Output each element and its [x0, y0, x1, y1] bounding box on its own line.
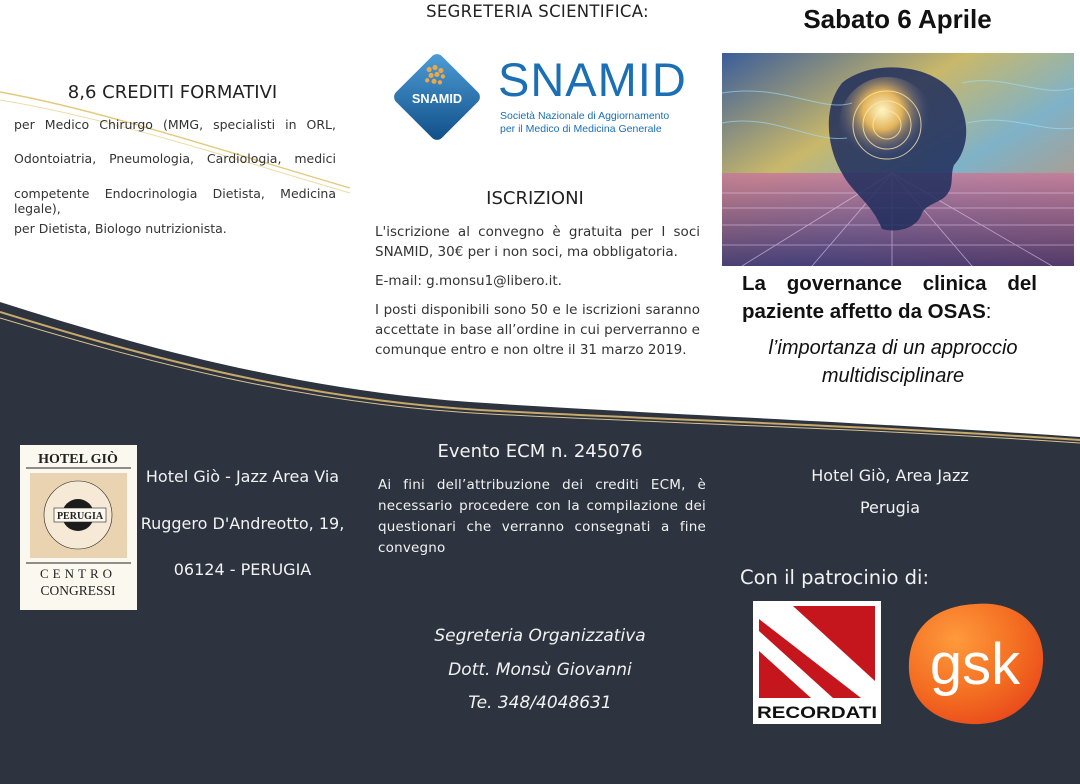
conference-subtitle-line: l’importanza di un approccio	[768, 337, 1018, 359]
conference-subtitle-line: multidisciplinare	[821, 365, 965, 387]
conference-title-colon: :	[985, 300, 992, 323]
ecm-event-title: Evento ECM n. 245076	[437, 441, 643, 462]
hotel-address-line: Ruggero D'Andreotto, 19,	[140, 514, 345, 533]
hotel-logo-line-1: CENTRO	[40, 566, 116, 581]
snamid-subtitle-line: per il Medico di Medicina Generale	[500, 123, 662, 135]
venue-line: Perugia	[859, 498, 921, 517]
venue-line: Hotel Giò, Area Jazz	[811, 466, 969, 485]
psychedelic-brain-illustration	[722, 53, 1074, 266]
gold-swoosh	[0, 92, 350, 188]
gsk-logo	[905, 600, 1047, 728]
registration-email: E-mail: g.monsu1@libero.it.	[375, 273, 562, 289]
hotel-gio-logo	[20, 445, 137, 610]
registration-paragraph: L'iscrizione al convegno è gratuita per I soci SNAMID, 30€ per i non soci, ma obbligatoria.	[375, 224, 700, 260]
credits-text-line: per Dietista, Biologo nutrizionista.	[14, 221, 227, 236]
recordati-wordmark: RECORDATI	[757, 703, 877, 722]
hotel-logo-top-text: HOTEL GIÒ	[38, 452, 118, 467]
credits-text-line: per Medico Chirurgo (MMG, specialisti in ORL,	[14, 117, 336, 132]
event-date: Sabato 6 Aprile	[803, 4, 992, 34]
hotel-address-line: 06124 - PERUGIA	[173, 560, 312, 579]
organizer-name: Dott. Monsù Giovanni	[448, 660, 632, 680]
conference-title	[742, 270, 1037, 326]
conference-title-line: La governance clinica del	[742, 272, 1037, 295]
snamid-subtitle-line: Società Nazionale di Aggiornamento	[500, 110, 670, 122]
credits-text-line: Odontoiatria, Pneumologia, Cardiologia, medici	[14, 151, 336, 166]
snamid-wordmark: SNAMID	[498, 53, 687, 106]
credits-text-line: competente Endocrinologia Dietista, Medicina legale),	[14, 186, 336, 216]
organizing-secretariat-title: Segreteria Organizzativa	[434, 626, 646, 646]
snamid-badge-text: SNAMID	[411, 90, 463, 106]
snamid-logo-icon	[388, 48, 486, 146]
hotel-address-line: Hotel Giò - Jazz Area Via	[145, 467, 340, 486]
conference-title-line: paziente affetto da OSAS	[742, 300, 986, 323]
registration-paragraph: I posti disponibili sono 50 e le iscrizioni saranno accettate in base all’ordine in cui perverranno e comunque entro e non oltre il 31 marzo 2019.	[375, 302, 700, 358]
organizer-phone: Te. 348/4048631	[468, 693, 612, 713]
hotel-logo-line-2: CONGRESSI	[40, 583, 116, 598]
hotel-logo-badge-text: PERUGIA	[56, 511, 104, 522]
gsk-wordmark: gsk	[929, 632, 1021, 697]
ecm-event-text: Ai fini dell’attribuzione dei crediti ECM, è necessario procedere con la compilazione dei questionari che verranno consegnati a fine convegno	[378, 477, 706, 556]
scientific-secretariat-title: SEGRETERIA SCIENTIFICA:	[426, 2, 649, 21]
recordati-logo	[753, 601, 881, 724]
credits-title: 8,6 CREDITI FORMATIVI	[67, 82, 278, 103]
registration-title: ISCRIZIONI	[486, 188, 584, 209]
conference-subtitle	[728, 334, 1058, 390]
patronage-label: Con il patrocinio di:	[740, 566, 930, 589]
gold-swoosh	[0, 100, 350, 193]
